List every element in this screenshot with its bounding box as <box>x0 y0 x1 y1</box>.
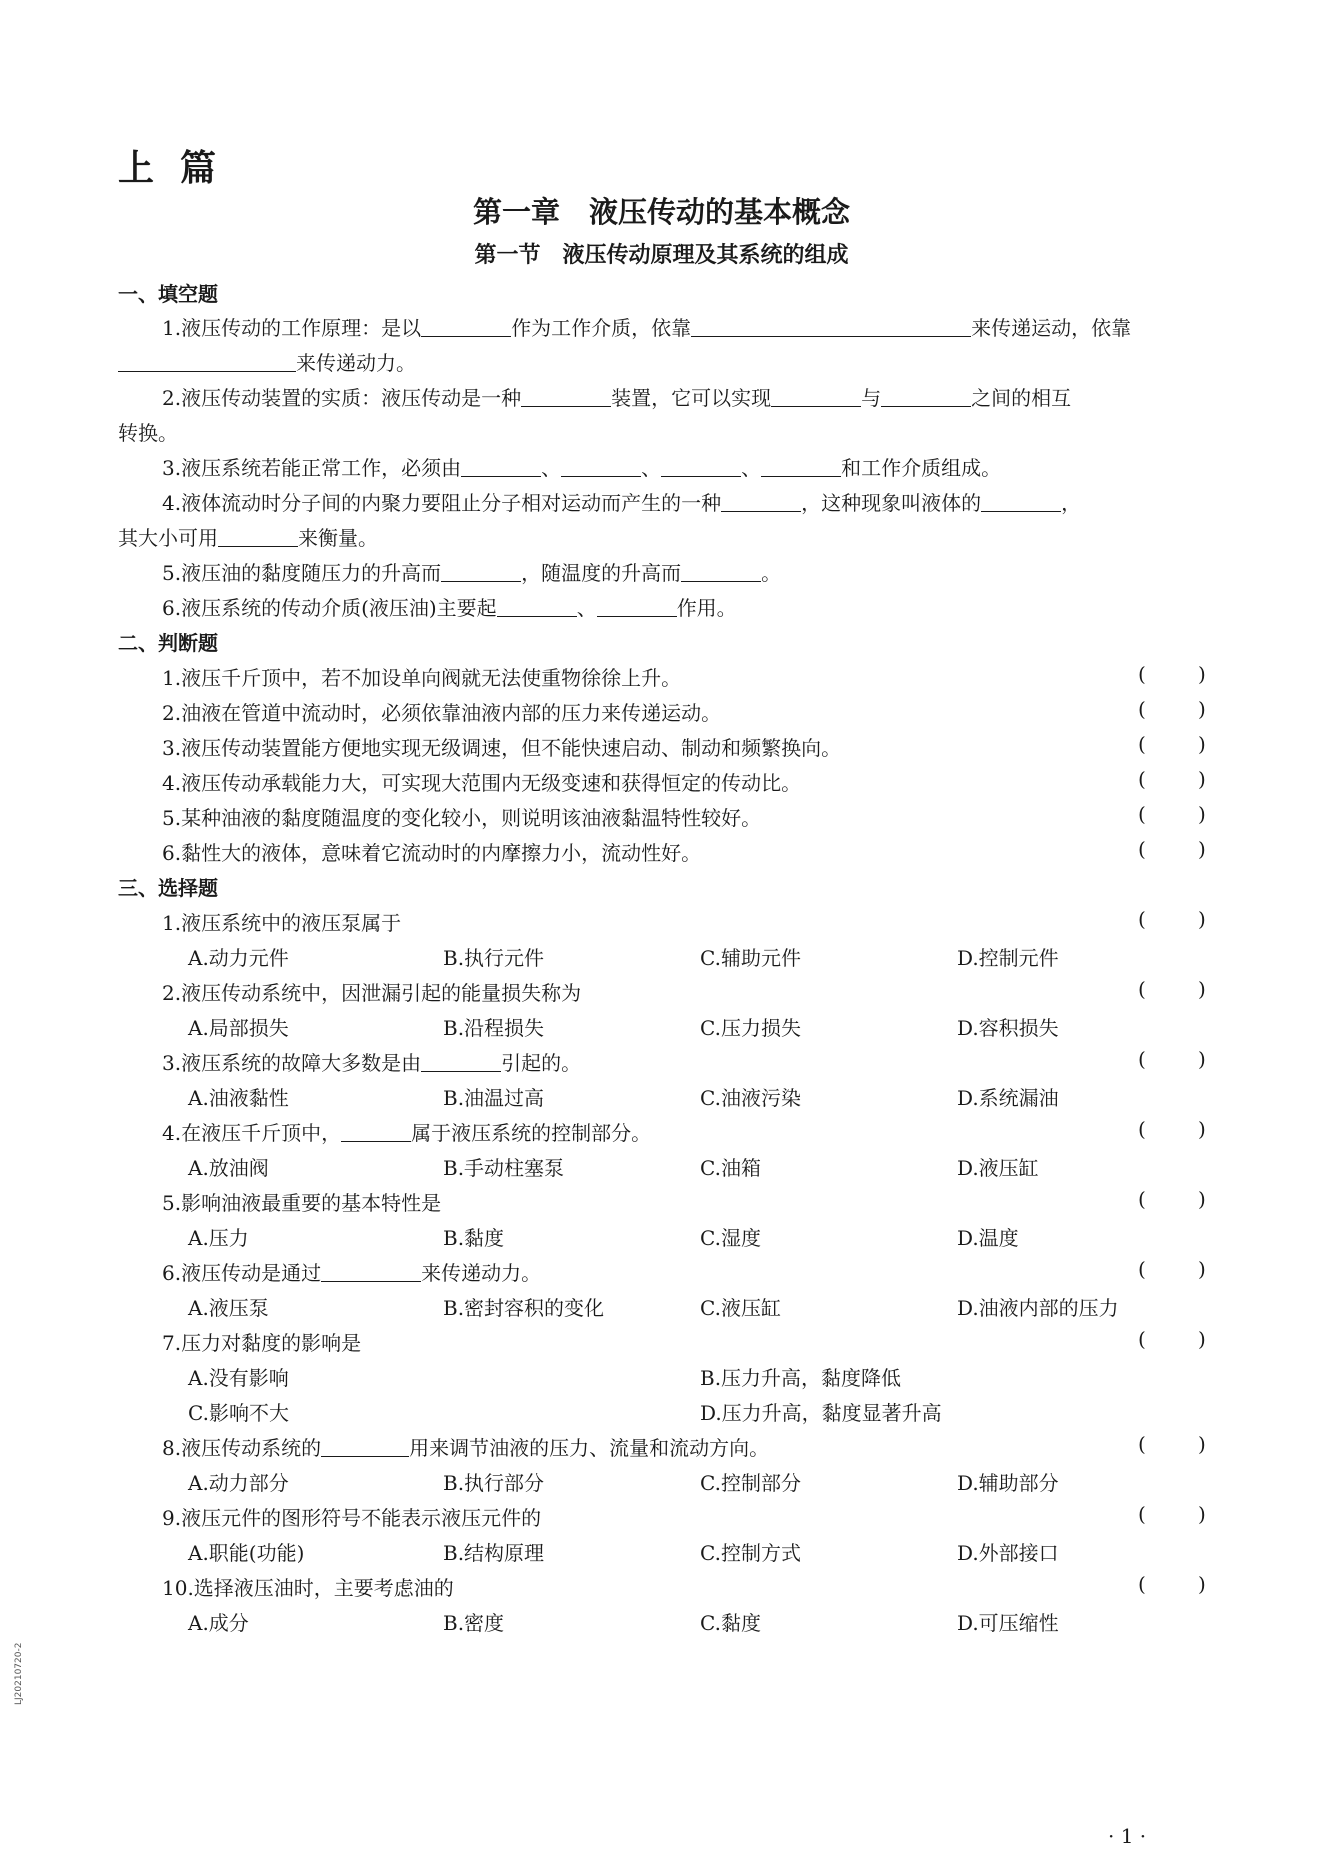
choice-option: B.密封容积的变化 <box>443 1296 605 1320</box>
judge-item: 5.某种油液的黏度随温度的变化较小，则说明该油液黏温特性较好。 <box>162 806 762 830</box>
choice-q5-stem: 5.影响油液最重要的基本特性是 <box>162 1191 442 1215</box>
page-number: · 1 · <box>1108 1824 1147 1848</box>
choice-option: D.液压缸 <box>957 1156 1039 1180</box>
answer-parens: ( ) <box>1138 1187 1206 1211</box>
choice-option: D.辅助部分 <box>957 1471 1059 1495</box>
answer-parens: ( ) <box>1138 907 1206 931</box>
choice-option: D.系统漏油 <box>957 1086 1059 1110</box>
answer-parens: ( ) <box>1138 767 1206 791</box>
choice-q1-stem: 1.液压系统中的液压泵属于 <box>162 911 402 935</box>
judge-item: 4.液压传动承载能力大，可实现大范围内无级变速和获得恒定的传动比。 <box>162 771 802 795</box>
choice-option: B.执行元件 <box>443 946 545 970</box>
choice-option: B.结构原理 <box>443 1541 545 1565</box>
choice-option: B.沿程损失 <box>443 1016 545 1040</box>
fill-q3: 3.液压系统若能正常工作，必须由 、 、 、 和工作介质组成。 <box>162 456 1002 480</box>
choice-option: B.密度 <box>443 1611 505 1635</box>
choice-option: A.职能(功能) <box>188 1541 305 1565</box>
fill-q1-line1: 1.液压传动的工作原理：是以 作为工作介质，依靠 来传递运动，依靠 <box>162 316 1132 340</box>
choice-option: C.辅助元件 <box>700 946 801 970</box>
choice-option: C.液压缸 <box>700 1296 781 1320</box>
answer-parens: ( ) <box>1138 837 1206 861</box>
chapter-title: 第一章 液压传动的基本概念 <box>472 195 850 229</box>
choice-option: D.控制元件 <box>957 946 1059 970</box>
choice-option: A.液压泵 <box>188 1296 269 1320</box>
fill-q5: 5.液压油的黏度随压力的升高而 ，随温度的升高而 。 <box>162 561 782 585</box>
choice-option: A.压力 <box>188 1226 249 1250</box>
choice-q7-stem: 7.压力对黏度的影响是 <box>162 1331 362 1355</box>
answer-parens: ( ) <box>1138 977 1206 1001</box>
choice-q8-stem: 8.液压传动系统的 用来调节油液的压力、流量和流动方向。 <box>162 1436 770 1460</box>
choice-option: C.控制部分 <box>700 1471 801 1495</box>
choice-q9-stem: 9.液压元件的图形符号不能表示液压元件的 <box>162 1506 542 1530</box>
choice-option: C.影响不大 <box>188 1401 289 1425</box>
answer-parens: ( ) <box>1138 732 1206 756</box>
choice-option: A.动力元件 <box>188 946 289 970</box>
fill-q2-line1: 2.液压传动装置的实质：液压传动是一种 装置，它可以实现 与 之间的相互 <box>162 386 1072 410</box>
choice-option: C.湿度 <box>700 1226 761 1250</box>
answer-parens: ( ) <box>1138 697 1206 721</box>
answer-parens: ( ) <box>1138 802 1206 826</box>
choice-option: B.压力升高，黏度降低 <box>700 1366 902 1390</box>
choice-option: D.容积损失 <box>957 1016 1059 1040</box>
choice-option: B.手动柱塞泵 <box>443 1156 565 1180</box>
choice-option: B.油温过高 <box>443 1086 545 1110</box>
choice-heading: 三、选择题 <box>118 876 218 900</box>
choice-q10-stem: 10.选择液压油时，主要考虑油的 <box>162 1576 454 1600</box>
answer-parens: ( ) <box>1138 1572 1206 1596</box>
choice-option: D.可压缩性 <box>957 1611 1059 1635</box>
choice-option: D.压力升高，黏度显著升高 <box>700 1401 942 1425</box>
answer-parens: ( ) <box>1138 1257 1206 1281</box>
choice-option: C.黏度 <box>700 1611 761 1635</box>
choice-option: C.油液污染 <box>700 1086 801 1110</box>
choice-option: A.放油阀 <box>188 1156 269 1180</box>
fill-q1-line2: 来传递动力。 <box>118 347 416 376</box>
choice-option: C.压力损失 <box>700 1016 801 1040</box>
choice-q4-stem: 4.在液压千斤顶中， 属于液压系统的控制部分。 <box>162 1121 652 1145</box>
answer-parens: ( ) <box>1138 1327 1206 1351</box>
choice-option: A.动力部分 <box>188 1471 289 1495</box>
choice-q3-stem: 3.液压系统的故障大多数是由 引起的。 <box>162 1051 582 1075</box>
choice-option: D.温度 <box>957 1226 1019 1250</box>
side-code: LJ20210720-2 <box>14 1642 24 1705</box>
judge-item: 6.黏性大的液体，意味着它流动时的内摩擦力小，流动性好。 <box>162 841 702 865</box>
choice-option: B.执行部分 <box>443 1471 545 1495</box>
answer-parens: ( ) <box>1138 1432 1206 1456</box>
fill-heading: 一、填空题 <box>118 282 218 306</box>
choice-option: A.没有影响 <box>188 1366 289 1390</box>
choice-option: D.油液内部的压力 <box>957 1296 1119 1320</box>
answer-parens: ( ) <box>1138 1117 1206 1141</box>
choice-option: D.外部接口 <box>957 1541 1059 1565</box>
choice-q2-stem: 2.液压传动系统中，因泄漏引起的能量损失称为 <box>162 981 582 1005</box>
fill-q4-line1: 4.液体流动时分子间的内聚力要阻止分子相对运动而产生的一种 ，这种现象叫液体的 ， <box>162 491 1082 515</box>
fill-q6: 6.液压系统的传动介质(液压油)主要起 、 作用。 <box>162 596 737 620</box>
choice-option: A.油液黏性 <box>188 1086 289 1110</box>
answer-parens: ( ) <box>1138 1047 1206 1071</box>
choice-option: C.油箱 <box>700 1156 761 1180</box>
section-title: 第一节 液压传动原理及其系统的组成 <box>474 243 849 268</box>
judge-item: 2.油液在管道中流动时，必须依靠油液内部的压力来传递运动。 <box>162 701 722 725</box>
fill-q2-line2: 转换。 <box>118 421 178 445</box>
choice-q6-stem: 6.液压传动是通过 来传递动力。 <box>162 1261 542 1285</box>
choice-option: B.黏度 <box>443 1226 505 1250</box>
judge-item: 3.液压传动装置能方便地实现无级调速，但不能快速启动、制动和频繁换向。 <box>162 736 842 760</box>
judge-heading: 二、判断题 <box>118 631 218 655</box>
choice-option: A.局部损失 <box>188 1016 289 1040</box>
choice-option: C.控制方式 <box>700 1541 801 1565</box>
answer-parens: ( ) <box>1138 662 1206 686</box>
answer-parens: ( ) <box>1138 1502 1206 1526</box>
choice-option: A.成分 <box>188 1611 249 1635</box>
part-title: 上篇 <box>118 148 243 189</box>
fill-q4-line2: 其大小可用 来衡量。 <box>118 526 378 550</box>
judge-item: 1.液压千斤顶中，若不加设单向阀就无法使重物徐徐上升。 <box>162 666 682 690</box>
